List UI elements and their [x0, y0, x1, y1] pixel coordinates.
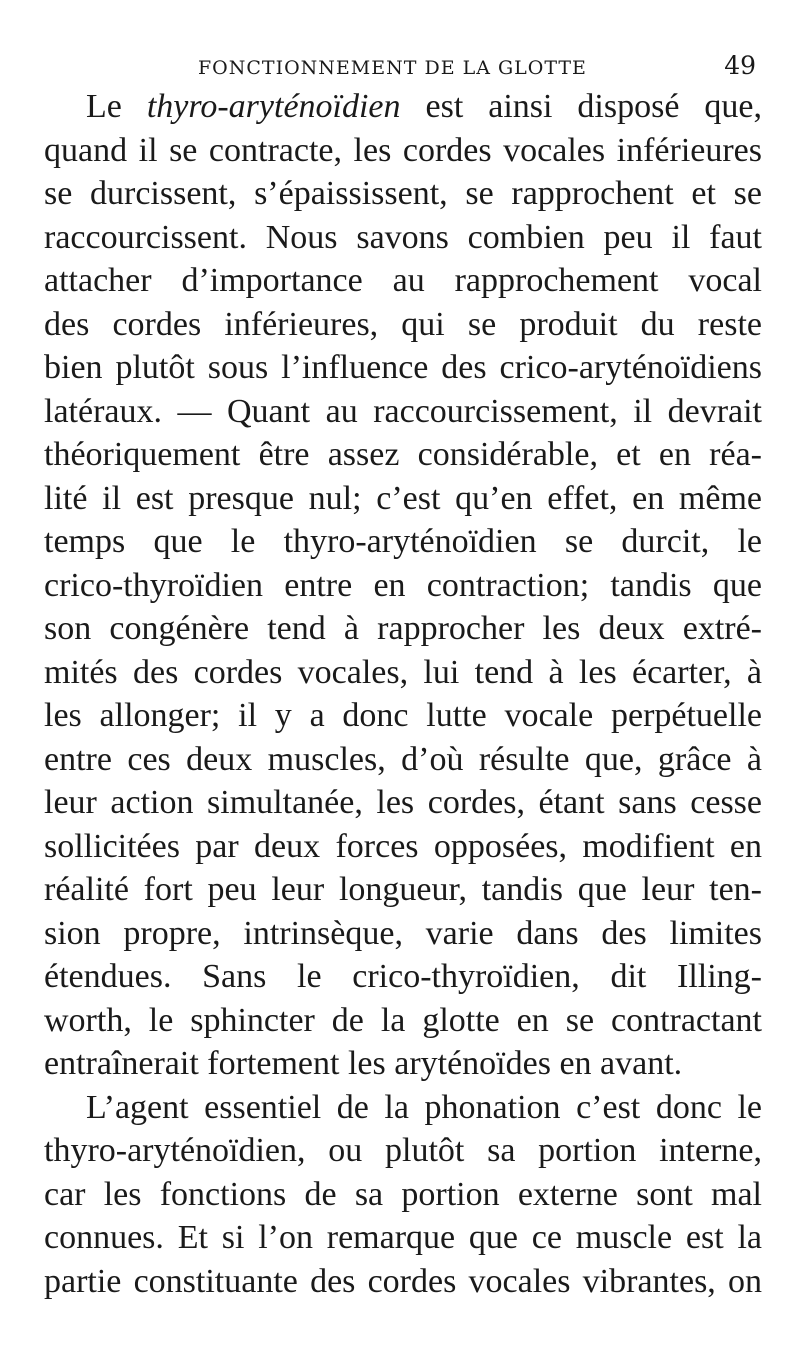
text-line: sion propre, intrinsèque, varie dans des limites: [44, 914, 762, 952]
text-line: lité il est presque nul; c’est qu’en effet, en même: [44, 479, 762, 517]
text-line: se durcissent, s’épaississent, se rapprochent et se: [44, 175, 762, 212]
text-line: théoriquement être assez considérable, et en réa-: [44, 436, 762, 473]
text-line: attacher d’importance au rapprochement vocal: [44, 262, 762, 299]
text-line: quand il se contracte, les cordes vocales inférieures: [44, 131, 762, 169]
page-header: [198, 38, 756, 78]
running-title: FONCTIONNEMENT DE LA GLOTTE: [198, 57, 587, 79]
text-line: L’agent essentiel de la phonation c’est donc le: [86, 1088, 762, 1126]
text-line: des cordes inférieures, qui se produit du reste: [44, 305, 762, 343]
text-line: thyro-aryténoïdien, ou plutôt sa portion interne,: [44, 1132, 762, 1169]
text-line: entraînerait fortement les aryténoïdes en avant.: [44, 1045, 683, 1082]
italic-term: thyro-aryténoïdien: [146, 88, 401, 125]
text-line: Le thyro-aryténoïdien est ainsi disposé que,: [86, 88, 763, 125]
text-line: crico-thyroïdien entre en contraction; tandis que: [44, 566, 762, 604]
text-line: car les fonctions de sa portion externe sont mal: [44, 1175, 762, 1213]
text-line: latéraux. — Quant au raccourcissement, il devrait: [44, 392, 762, 430]
text-line: partie constituante des cordes vocales vibrantes, on: [44, 1262, 762, 1300]
text-line: connues. Et si l’on remarque que ce muscle est la: [44, 1219, 762, 1256]
text-line: bien plutôt sous l’influence des crico-aryténoïdiens: [44, 349, 762, 386]
text-line: les allonger; il y a donc lutte vocale perpétuelle: [44, 697, 762, 734]
text-line: raccourcissent. Nous savons combien peu il faut: [44, 218, 762, 256]
text-line: étendues. Sans le crico-thyroïdien, dit Illing-: [44, 958, 762, 995]
text-line: réalité fort peu leur longueur, tandis que leur ten-: [44, 871, 762, 908]
body-text: [44, 85, 762, 1303]
text-line: entre ces deux muscles, d’où résulte que, grâce à: [44, 740, 762, 778]
text-line: temps que le thyro-aryténoïdien se durcit, le: [44, 523, 762, 560]
text-line: mités des cordes vocales, lui tend à les écarter, à: [44, 653, 762, 691]
text-line: son congénère tend à rapprocher les deux extré-: [44, 610, 762, 647]
text-line: sollicitées par deux forces opposées, modifient en: [44, 827, 762, 865]
text-line: leur action simultanée, les cordes, étant sans cesse: [44, 784, 762, 821]
text-line: worth, le sphincter de la glotte en se contractant: [44, 1001, 762, 1039]
page-number: 49: [724, 51, 756, 80]
